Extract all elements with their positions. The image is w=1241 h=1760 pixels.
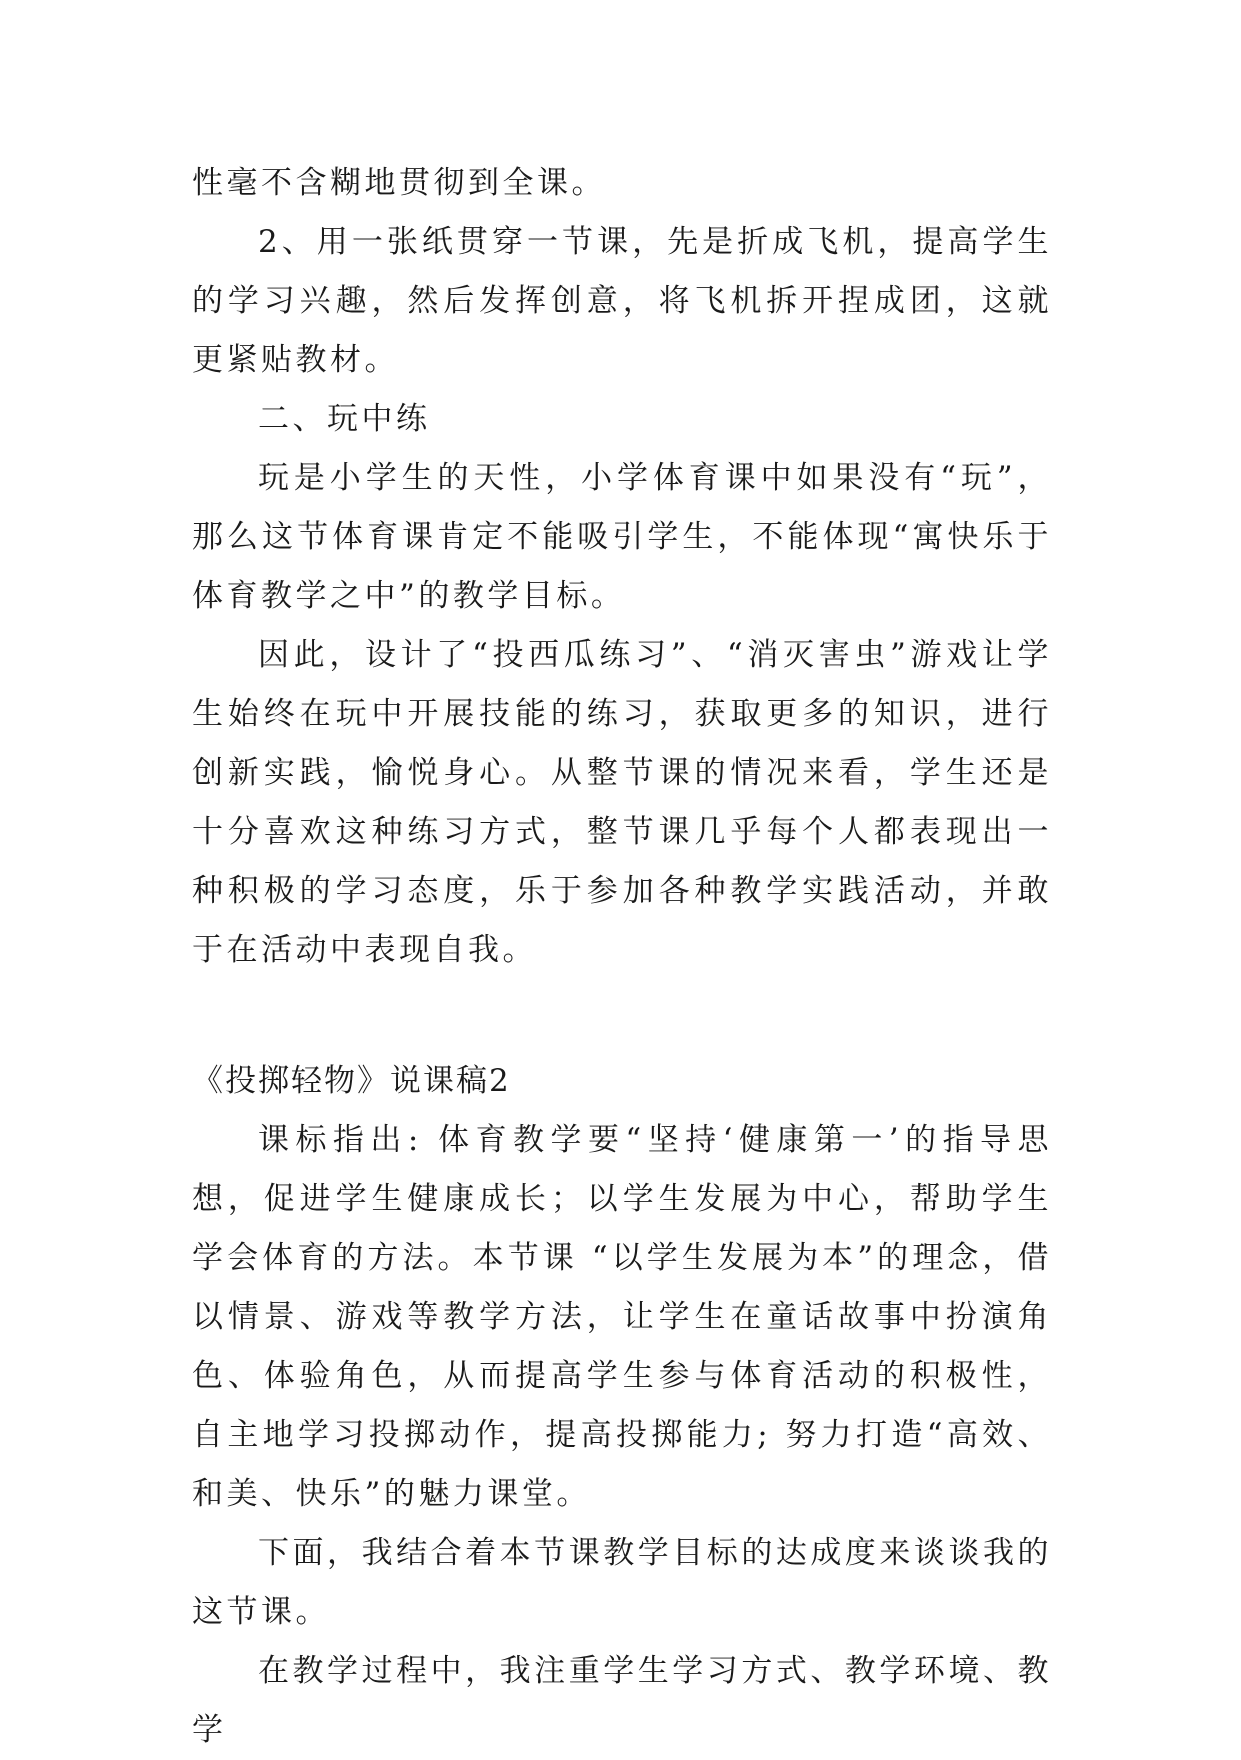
paragraph-continuation: 性毫不含糊地贯彻到全课。: [192, 165, 606, 201]
paragraph-lesson-review-intro: 下面，我结合着本节课教学目标的达成度来谈谈我的这节课。: [192, 1535, 1052, 1630]
paragraph-point-2: 2、用一张纸贯穿一节课，先是折成飞机，提高学生的学习兴趣，然后发挥创意，将飞机拆开捏成团，这就更紧贴教材。: [192, 224, 1052, 378]
section-gap: [192, 980, 1052, 1052]
paragraph-teaching-process: 在教学过程中，我注重学生学习方式、教学环境、教学: [192, 1653, 1052, 1748]
paragraph-play-nature: 玩是小学生的天性，小学体育课中如果没有“玩”，那么这节体育课肯定不能吸引学生，不能体现“寓快乐于体育教学之中”的教学目标。: [192, 460, 1052, 614]
section-heading-play-practice: 二、玩中练: [258, 401, 431, 437]
paragraph-curriculum-standard: 课标指出: 体育教学要“坚持‘健康第一’的指导思想，促进学生健康成长；以学生发展为中心，帮助学生学会体育的方法。本节课 “以学生发展为本”的理念，借以情景、游戏等教学方法，让学生在童话故事中扮演角色、体验角色，从而提高学生参与体育活动的积极性，自主地学习投掷动作，提高投掷能力; 努力打造“高效、和美、快乐”的魅力课堂。: [192, 1122, 1052, 1512]
document-body: [192, 154, 1052, 1760]
document-title: 《投掷轻物》说课稿2: [192, 1063, 511, 1099]
paragraph-game-design: 因此，设计了“投西瓜练习”、“消灭害虫”游戏让学生始终在玩中开展技能的练习，获取更多的知识，进行创新实践，愉悦身心。从整节课的情况来看，学生还是十分喜欢这种练习方式，整节课几乎每个人都表现出一种积极的学习态度，乐于参加各种教学实践活动，并敢于在活动中表现自我。: [192, 637, 1052, 968]
